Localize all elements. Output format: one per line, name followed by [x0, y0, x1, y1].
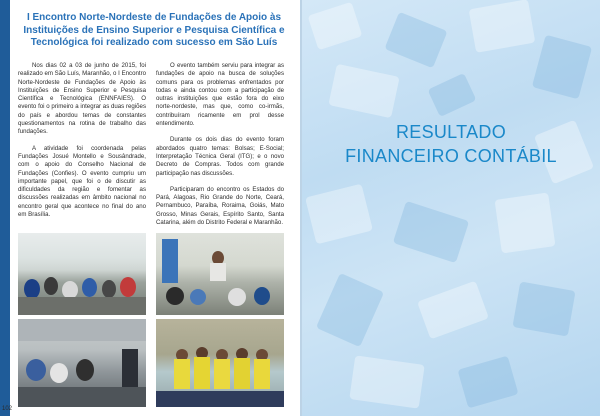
background-tile [457, 356, 518, 409]
background-tile [495, 193, 556, 254]
background-tile [469, 0, 536, 53]
right-page [302, 0, 600, 416]
article-headline: I Encontro Norte-Nordeste de Fundações de Apoio às Instituições de Ensino Superior e Pesquisa Científica e Tecnológica foi realizado com sucesso em São Luís [23, 12, 285, 48]
section-title-line: RESULTADO [395, 122, 507, 142]
background-tile [512, 281, 575, 336]
event-photo-group [156, 319, 284, 407]
section-title [302, 120, 600, 168]
paragraph: Participaram do encontro os Estados do Pará, Alagoas, Rio Grande do Norte, Ceará, Pernambuco, Paraíba, Roraima, Goiás, Mato Grosso, Minas Gerais, Espírito Santo, Santa Catarina, além do Distrito Federal e Maranhão. [156, 185, 284, 227]
event-photo-audience [18, 233, 146, 315]
background-tile [384, 12, 447, 69]
section-title-line: FINANCEIRO CONTÁBIL [345, 146, 557, 166]
background-tile [532, 35, 592, 100]
background-tile [349, 355, 424, 408]
paragraph: Durante os dois dias do evento foram abordados quatro temas: Bolsas; E-Social; Interpretação Técnica Geral (ITG); e o novo Decreto de Compras. Todos com grande participação nas discussões. [156, 136, 284, 177]
left-color-strip [0, 0, 13, 416]
event-photo-speaker [156, 233, 284, 315]
page-number: 102 [2, 406, 13, 412]
paragraph: A atividade foi coordenada pelas Fundações Josué Montello e Sousândrade, com o apoio do Conselho Nacional de Fundações (Confies). O evento cumpriu um importante papel, que foi o de discutir as dificuldades da região e fomentar as discussões realizadas em âmbito nacional no encontro geral que acontece no final do ano em Brasília. [18, 144, 146, 219]
background-tile [428, 73, 477, 117]
paragraph: Nos dias 02 a 03 de junho de 2015, foi realizado em São Luís, Maranhão, o I Encontro Norte-Nordeste de Fundações de Apoio às Instituições de Ensino Superior e Pesquisa Científica e Tecnológica (ENNFAIES). O evento foi o primeiro a integrar as duas regiões do país e abordou temas de constantes questionamentos na rotina de trabalho das fundações. [18, 62, 146, 136]
background-tile [328, 64, 399, 118]
background-tile [308, 2, 363, 50]
background-tile [417, 281, 489, 340]
paragraph: O evento também serviu para integrar as fundações de apoio na busca de soluções comuns para os problemas enfrentados por todas e ainda contou com a participação de outras instituições que estão fora do eixo norte-nordeste, mas que, como co-irmãs, contribuíram ricamente em prol desse entendimento. [156, 62, 284, 128]
event-photo-participants [18, 319, 146, 407]
article-column-left [18, 62, 146, 227]
background-tile [305, 184, 373, 245]
background-tile [393, 201, 469, 263]
article-column-right [156, 62, 284, 235]
background-tile [316, 273, 384, 347]
